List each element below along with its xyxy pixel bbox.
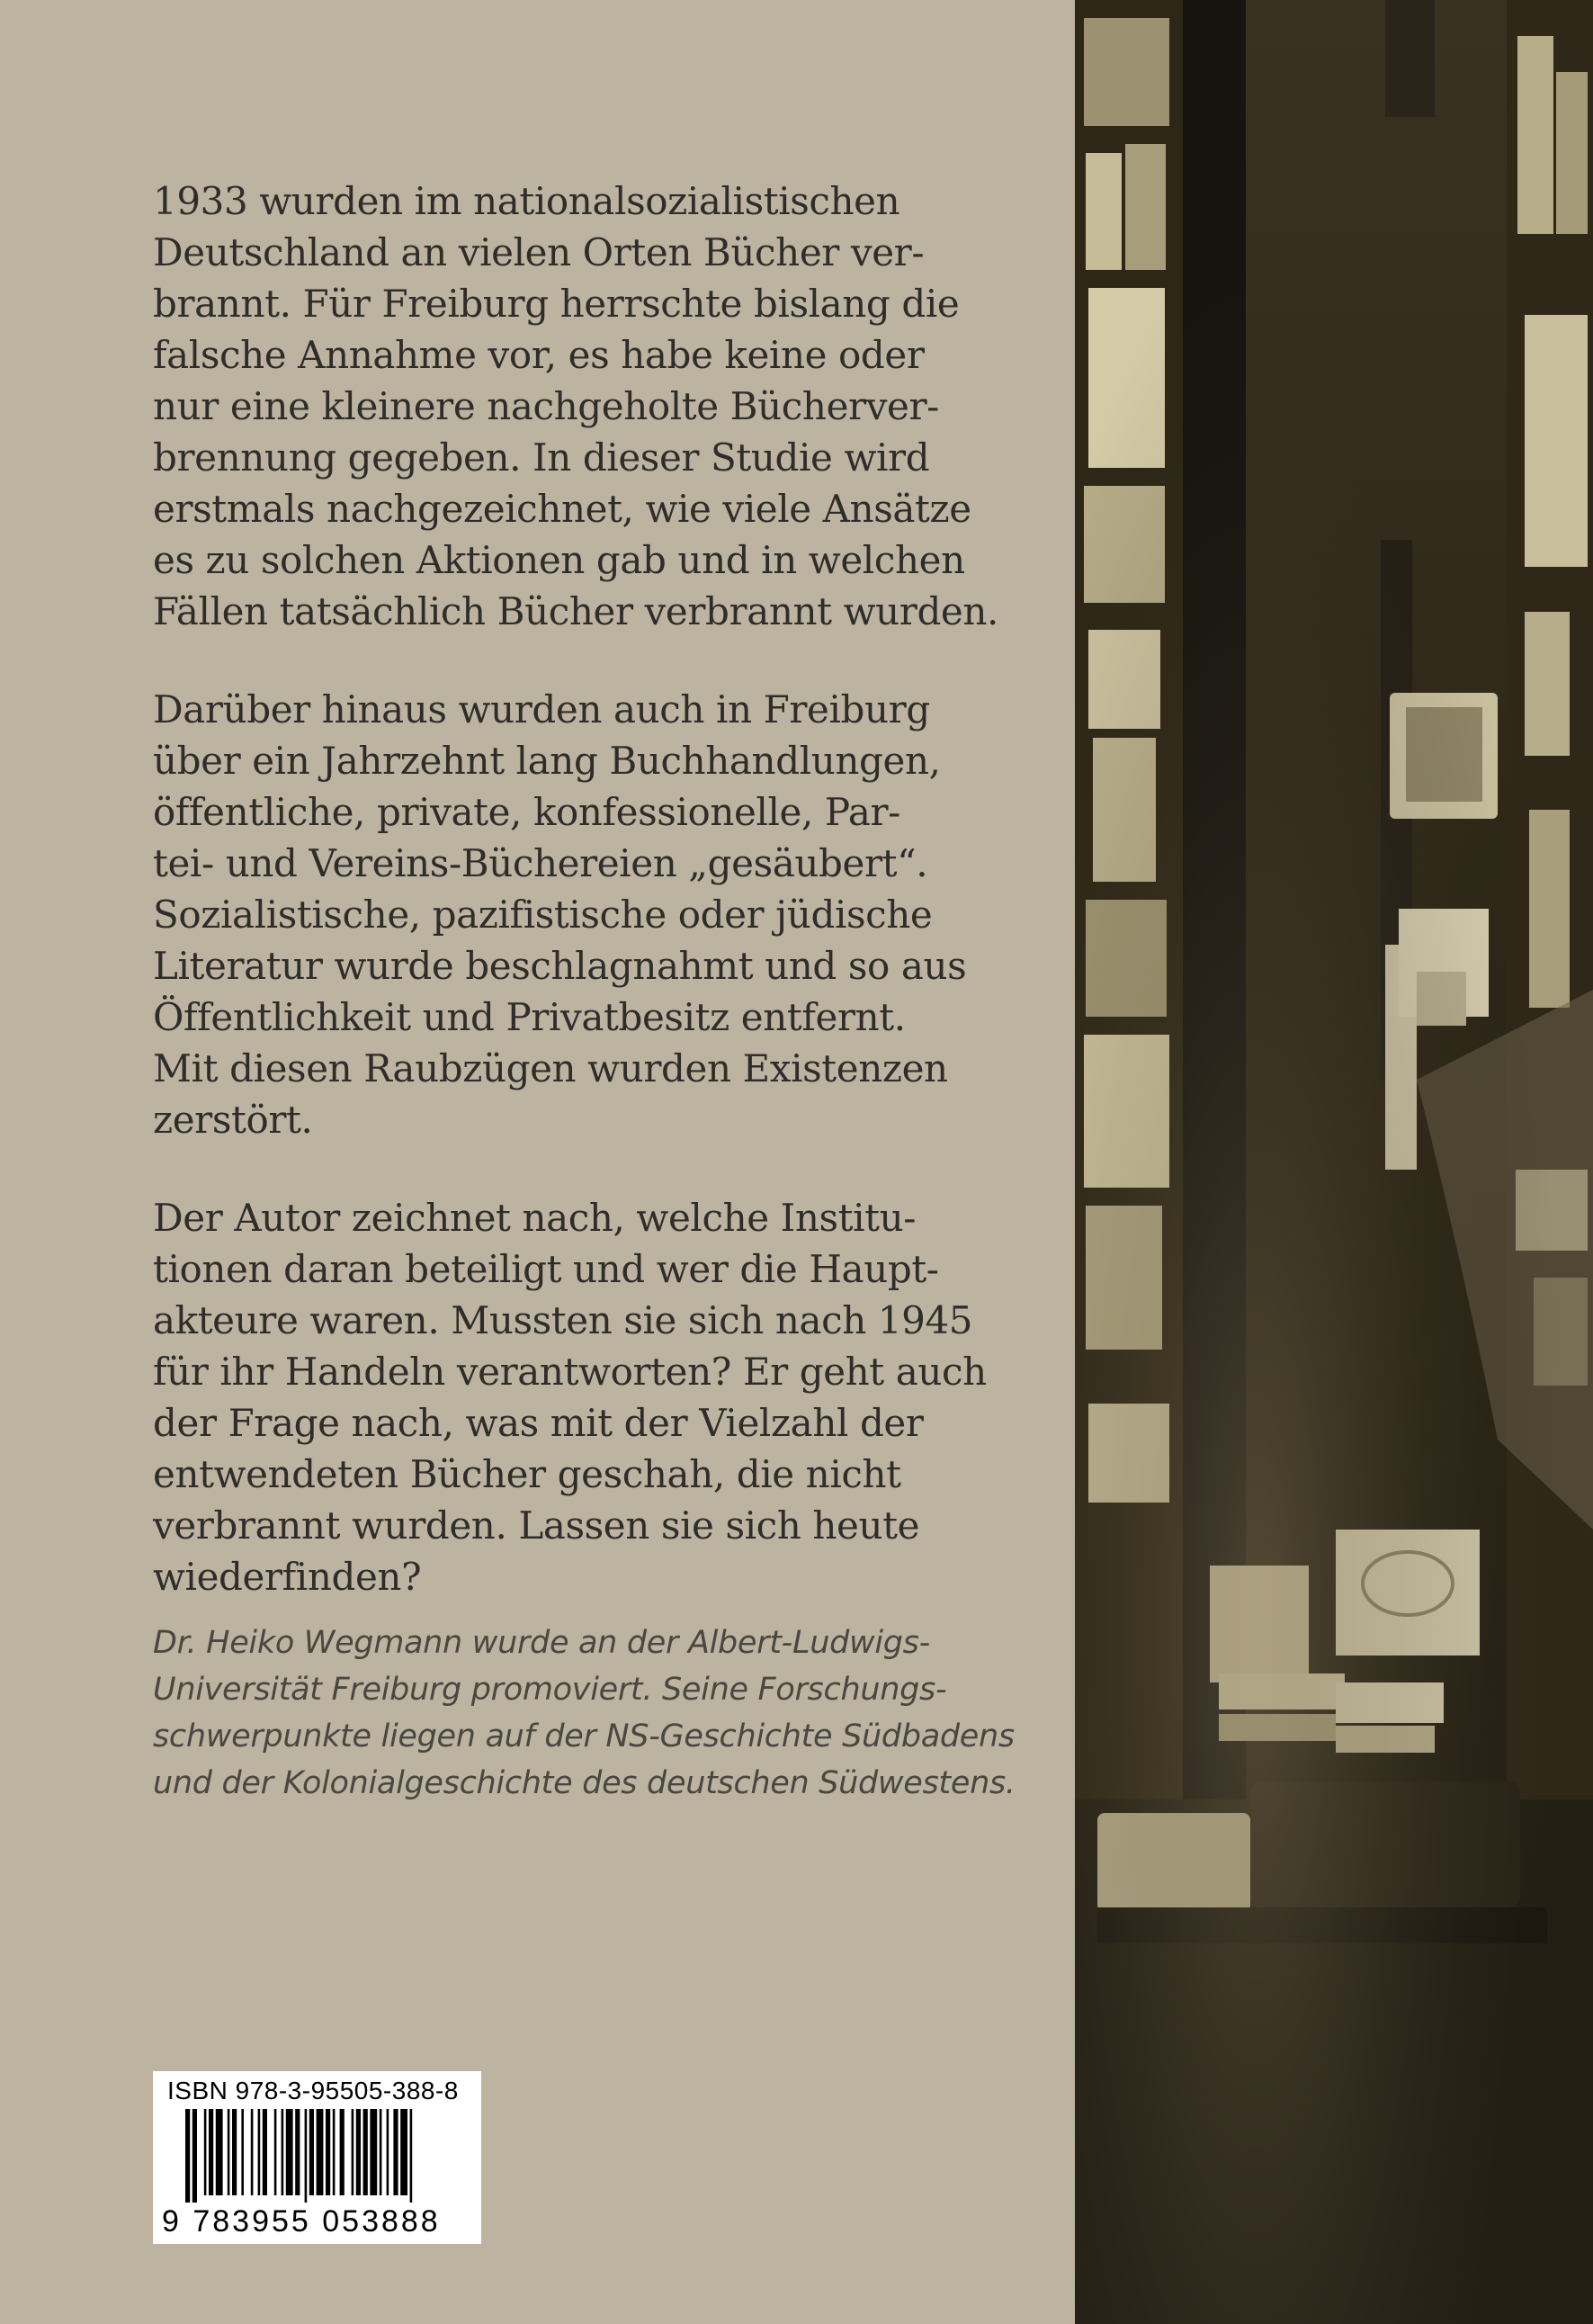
barcode-digits: 9 783955 053888 — [162, 2204, 441, 2239]
barcode-bar — [370, 2109, 377, 2195]
blurb-text — [153, 175, 1016, 1649]
barcode-icon — [185, 2109, 469, 2203]
blurb-paragraph-2: Darüber hinaus wurden auch in Freiburg über ein Jahrzehnt lang Buchhandlungen, öffentliche, private, konfessionelle, Par- tei- und Vereins-Büchereien „gesäubert“. Sozialistische, pazifistische oder jüdische Literatur wurde beschlagnahmt und so aus Öffentlichkeit und Privatbesitz entfernt. Mit diesen Raubzügen wurden Existenzen zerstört. — [153, 687, 967, 1142]
barcode-bar — [340, 2109, 345, 2195]
barcode-bar — [333, 2109, 336, 2195]
barcode-bar — [232, 2109, 237, 2195]
barcode-bar — [216, 2109, 223, 2195]
barcode-bar — [393, 2109, 398, 2195]
barcode-bar — [258, 2109, 261, 2195]
bookshelf-photo-image — [1075, 0, 1593, 2324]
barcode-bar — [185, 2109, 190, 2203]
barcode-bar — [363, 2109, 368, 2195]
barcode-bar — [400, 2109, 407, 2195]
barcode-bar — [192, 2109, 197, 2203]
isbn-barcode-box — [153, 2071, 481, 2244]
barcode-bar — [309, 2109, 314, 2195]
barcode-bar — [263, 2109, 267, 2195]
author-bio: Dr. Heiko Wegmann wurde an der Albert-Ludwigs- Universität Freiburg promoviert. Seine Forschungs- schwerpunkte liegen auf der NS-Geschichte Südbadens und der Kolonialgeschichte des deutschen Südwestens. — [153, 1625, 1016, 1801]
barcode-bar — [410, 2109, 413, 2203]
blurb-paragraph-1: 1933 wurden im nationalsozialistischen Deutschland an vielen Orten Bücher ver- brannt. Für Freiburg herrschte bislang die falsche Annahme vor, es habe keine oder nur eine kleinere nachgeholte Bücherver- brennung gegeben. In dieser Studie wird erstmals nachgezeichnet, wie viele Ansätze es zu solchen Aktionen gab und in welchen Fällen tatsächlich Bücher verbrannt wurden. — [153, 179, 998, 633]
barcode-bar — [251, 2109, 254, 2195]
barcode-bar — [380, 2109, 382, 2195]
barcode-bar — [305, 2109, 308, 2203]
barcode-bar — [274, 2109, 277, 2195]
bookshelf-photo — [1075, 0, 1593, 2324]
barcode-bar — [241, 2109, 244, 2195]
barcode-bar — [295, 2109, 300, 2195]
barcode-bar — [317, 2109, 324, 2195]
blurb-paragraph-3: Der Autor zeichnet nach, welche Institu- tionen daran beteiligt und wer die Haupt- akteure waren. Mussten sie sich nach 1945 für ihr Handeln verantworten? Er geht auch der Frage nach, was mit der Vielzahl der entwendeten Bücher geschah, die nicht verbrannt wurden. Lassen sie sich heute wiederfinden? — [153, 1196, 987, 1599]
barcode-bar — [286, 2109, 293, 2195]
barcode-bar — [204, 2109, 207, 2195]
barcode-bar — [209, 2109, 213, 2195]
barcode-bar — [326, 2109, 330, 2195]
barcode-bar — [228, 2109, 230, 2195]
isbn-label: ISBN 978-3-95505-388-8 — [167, 2077, 459, 2104]
barcode-bar — [356, 2109, 361, 2195]
barcode-bar — [387, 2109, 389, 2195]
barcode-bar — [282, 2109, 284, 2195]
barcode-bar — [352, 2109, 354, 2195]
